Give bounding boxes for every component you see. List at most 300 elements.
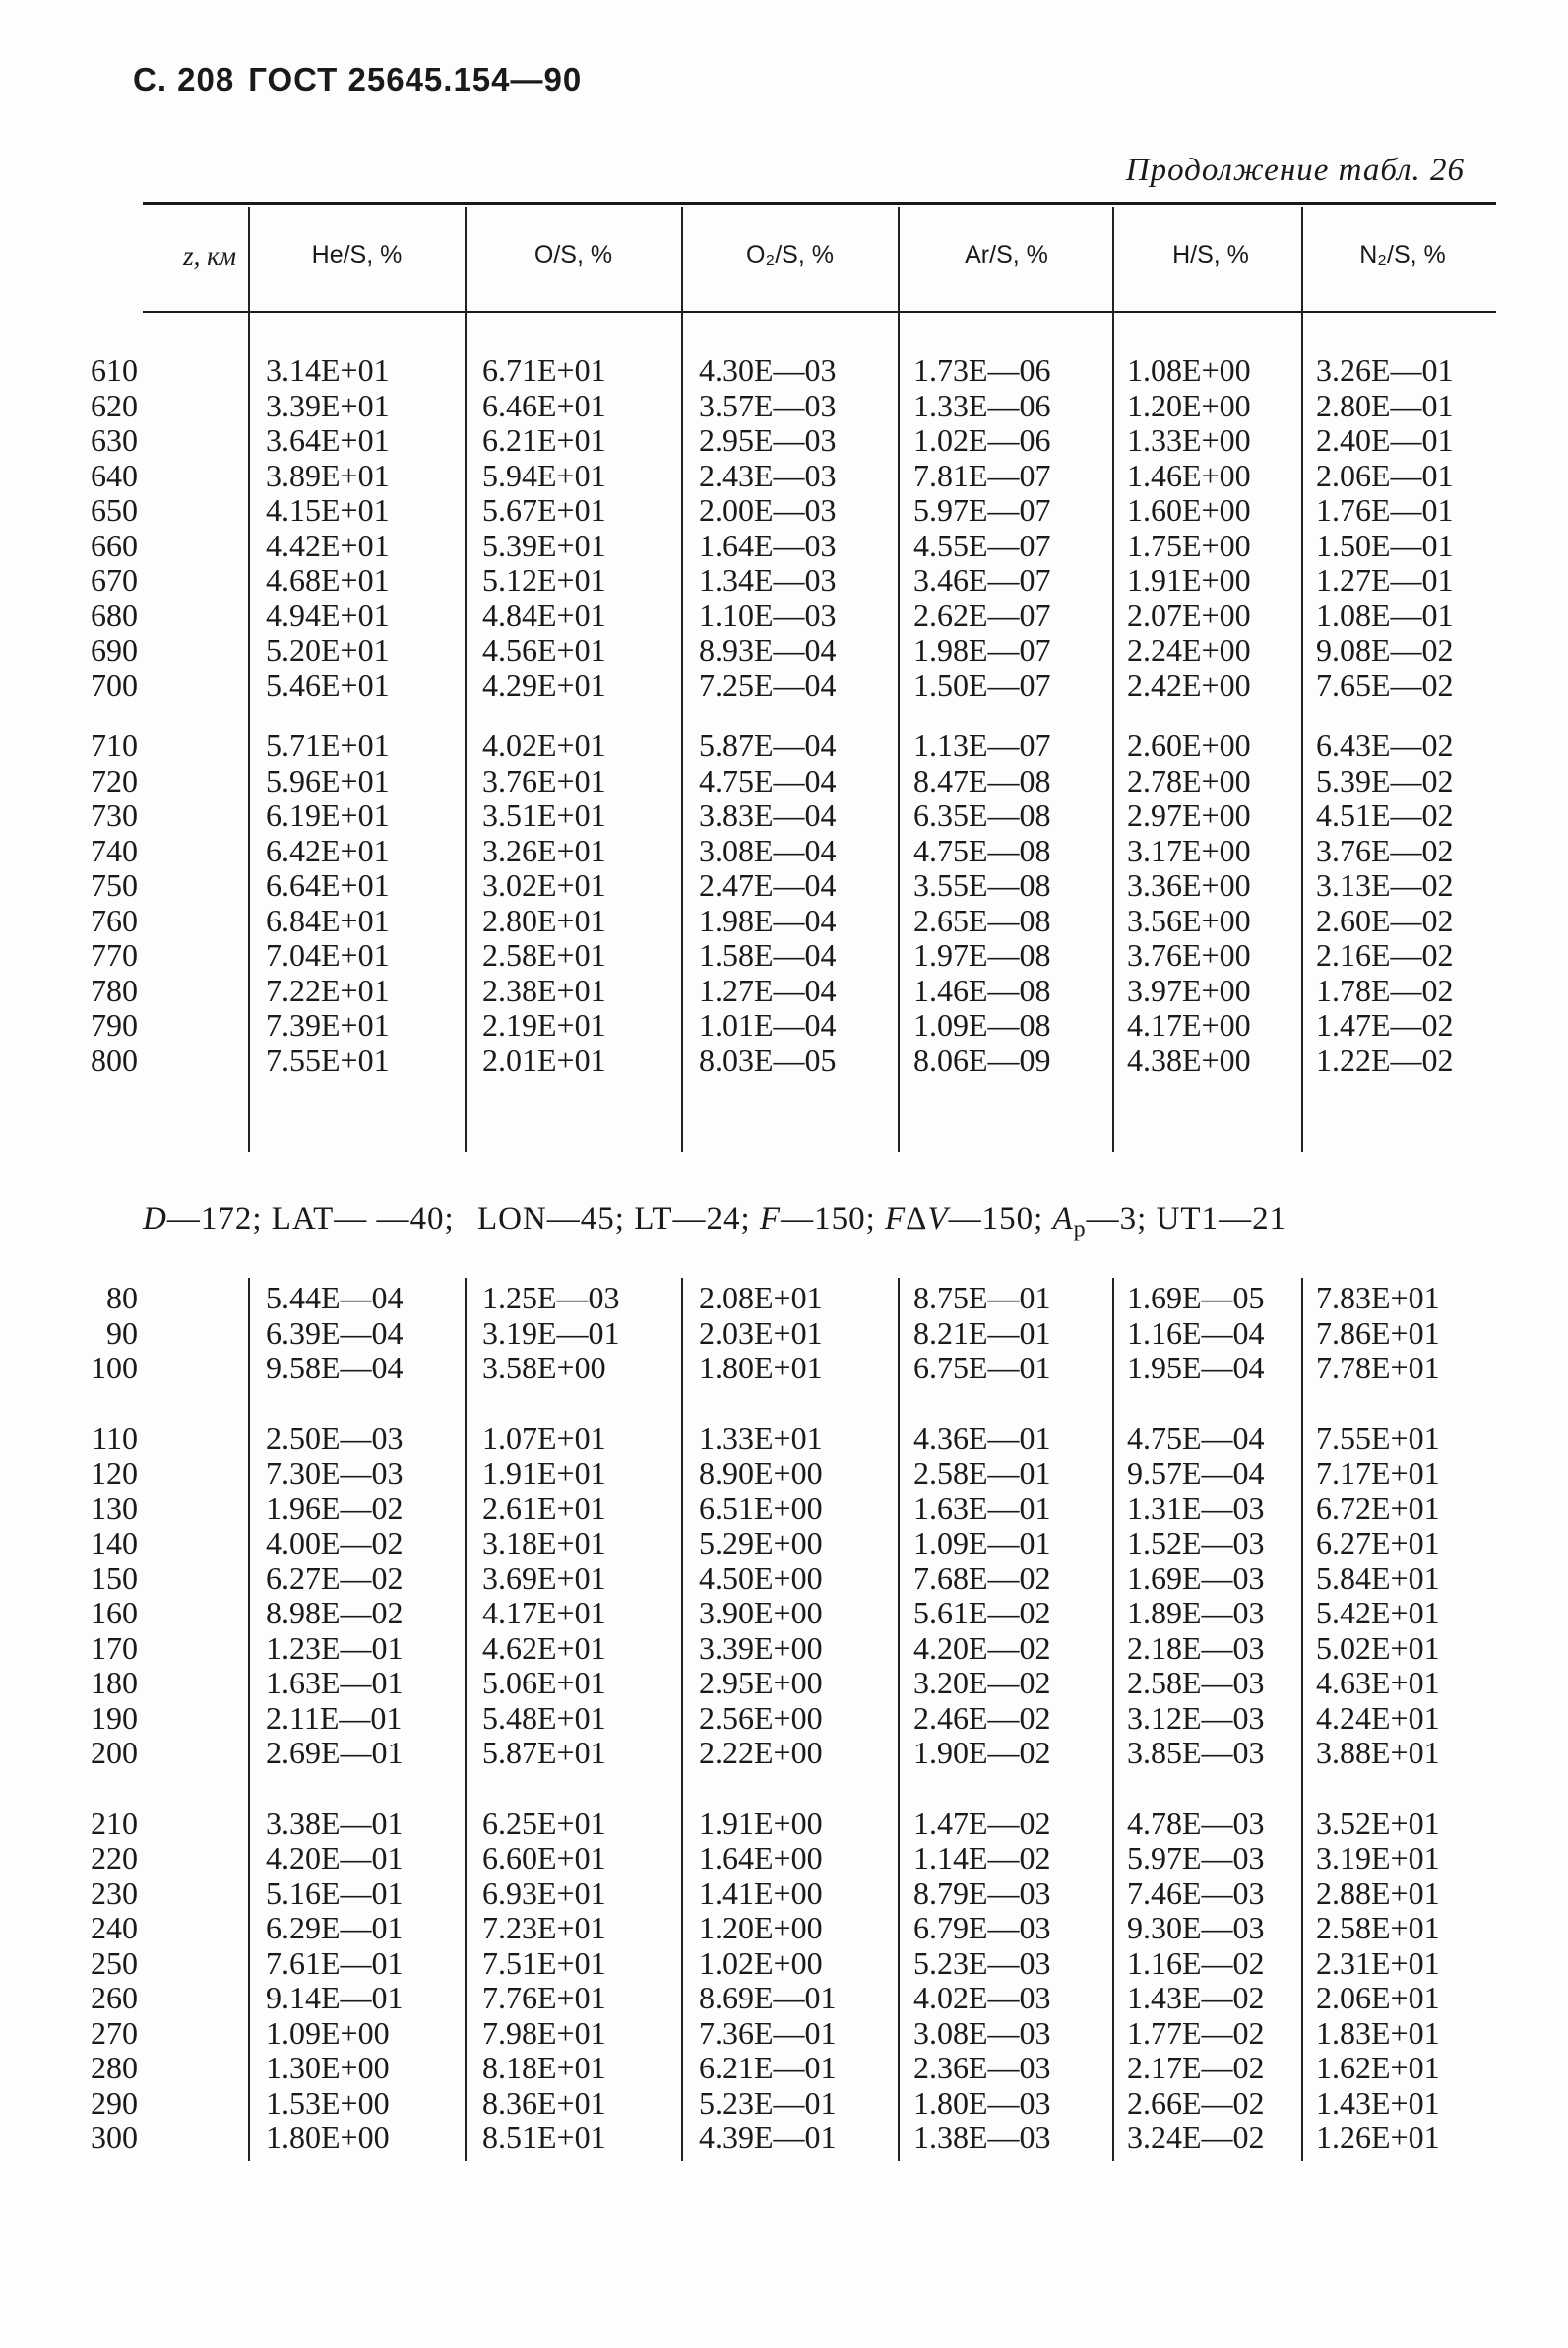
cell-he: 4.68E+01 <box>266 562 390 598</box>
cell-n2: 2.06E—01 <box>1316 457 1454 493</box>
cell-ar: 2.62E—07 <box>913 597 1051 633</box>
cell-o2: 2.43E—03 <box>699 457 837 493</box>
cell-ar: 3.55E—08 <box>913 867 1051 903</box>
cell-ar: 5.23E—03 <box>913 1944 1051 1981</box>
cell-n2: 6.72E+01 <box>1316 1490 1440 1526</box>
cell-he: 1.96E—02 <box>266 1490 404 1526</box>
cell-he: 4.94E+01 <box>266 597 390 633</box>
cell-n2: 2.16E—02 <box>1316 937 1454 973</box>
cell-h: 3.85E—03 <box>1127 1735 1265 1770</box>
cell-altitude: 710 <box>91 728 138 763</box>
cell-o: 5.94E+01 <box>482 457 606 493</box>
cell-h: 3.12E—03 <box>1127 1699 1265 1736</box>
cell-altitude: 170 <box>91 1629 138 1666</box>
cell-n2: 7.83E+01 <box>1316 1280 1440 1315</box>
cell-h: 3.36E+00 <box>1127 867 1251 903</box>
cell-he: 6.42E+01 <box>266 832 390 868</box>
cell-altitude: 300 <box>91 2120 138 2155</box>
cell-altitude: 150 <box>91 1559 138 1596</box>
cell-n2: 5.42E+01 <box>1316 1595 1440 1630</box>
cell-altitude: 790 <box>91 1007 138 1043</box>
column-divider <box>248 1278 250 2161</box>
cell-he: 6.39E—04 <box>266 1314 404 1351</box>
cell-h: 5.97E—03 <box>1127 1840 1265 1875</box>
cell-he: 1.23E—01 <box>266 1629 404 1666</box>
cell-he: 6.64E+01 <box>266 867 390 903</box>
column-divider <box>465 207 467 1152</box>
cell-ar: 1.02E—06 <box>913 422 1051 458</box>
column-divider <box>681 207 683 1152</box>
cell-h: 4.75E—04 <box>1127 1420 1265 1456</box>
cell-n2: 7.55E+01 <box>1316 1420 1440 1456</box>
cell-altitude: 650 <box>91 492 138 528</box>
cell-he: 2.50E—03 <box>266 1420 404 1456</box>
cell-n2: 9.08E—02 <box>1316 632 1454 667</box>
cell-o2: 3.39E+00 <box>699 1629 823 1666</box>
cell-n2: 7.78E+01 <box>1316 1350 1440 1385</box>
cell-altitude: 750 <box>91 867 138 903</box>
cell-ar: 1.14E—02 <box>913 1840 1051 1875</box>
cell-o: 3.58E+00 <box>482 1350 606 1385</box>
cond-lat: LAT— —40; <box>271 1201 455 1237</box>
cell-ar: 2.36E—03 <box>913 2050 1051 2085</box>
cell-o2: 2.95E—03 <box>699 422 837 458</box>
cell-ar: 2.58E—01 <box>913 1455 1051 1491</box>
cell-ar: 8.75E—01 <box>913 1280 1051 1315</box>
cell-altitude: 700 <box>91 666 138 703</box>
column-divider <box>898 1278 900 2161</box>
cell-altitude: 620 <box>91 387 138 423</box>
cell-o2: 7.36E—01 <box>699 2014 837 2051</box>
cell-n2: 3.76E—02 <box>1316 832 1454 868</box>
cell-ar: 6.35E—08 <box>913 797 1051 833</box>
table-continuation-label: Продолжение табл. 26 <box>1125 153 1465 188</box>
cell-h: 1.33E+00 <box>1127 422 1251 458</box>
cell-n2: 3.52E+01 <box>1316 1805 1440 1841</box>
cell-ar: 7.81E—07 <box>913 457 1051 493</box>
cell-he: 5.16E—01 <box>266 1874 404 1911</box>
cell-n2: 5.84E+01 <box>1316 1559 1440 1596</box>
cell-o2: 2.47E—04 <box>699 867 837 903</box>
cell-altitude: 800 <box>91 1042 138 1078</box>
table-header-rule <box>143 311 1496 313</box>
cell-n2: 3.19E+01 <box>1316 1840 1440 1875</box>
cell-ar: 1.47E—02 <box>913 1805 1051 1841</box>
cell-o2: 5.23E—01 <box>699 2084 837 2121</box>
cell-o2: 2.95E+00 <box>699 1665 823 1700</box>
cell-altitude: 230 <box>91 1874 138 1911</box>
cell-h: 1.69E—03 <box>1127 1559 1265 1596</box>
cell-ar: 1.13E—07 <box>913 728 1051 763</box>
cell-altitude: 240 <box>91 1910 138 1945</box>
cell-o: 4.62E+01 <box>482 1629 606 1666</box>
cell-o: 3.26E+01 <box>482 832 606 868</box>
cell-ar: 8.06E—09 <box>913 1042 1051 1078</box>
cell-altitude: 190 <box>91 1699 138 1736</box>
column-header-h: H/S, % <box>1172 241 1249 269</box>
cell-altitude: 160 <box>91 1595 138 1630</box>
cell-h: 2.78E+00 <box>1127 762 1251 798</box>
cell-he: 3.39E+01 <box>266 387 390 423</box>
cell-he: 6.27E—02 <box>266 1559 404 1596</box>
cell-h: 7.46E—03 <box>1127 1874 1265 1911</box>
cell-n2: 2.88E+01 <box>1316 1874 1440 1911</box>
cell-altitude: 130 <box>91 1490 138 1526</box>
cell-o: 3.18E+01 <box>482 1525 606 1560</box>
cond-f: —150; <box>781 1201 876 1237</box>
cell-n2: 6.27E+01 <box>1316 1525 1440 1560</box>
cell-he: 6.29E—01 <box>266 1910 404 1945</box>
cell-o2: 8.69E—01 <box>699 1980 837 2015</box>
cell-o: 7.98E+01 <box>482 2014 606 2051</box>
cell-he: 2.69E—01 <box>266 1735 404 1770</box>
cell-he: 1.53E+00 <box>266 2084 390 2121</box>
cell-o2: 4.30E—03 <box>699 352 837 388</box>
cell-ar: 4.20E—02 <box>913 1629 1051 1666</box>
cell-n2: 5.02E+01 <box>1316 1629 1440 1666</box>
column-header-o2: O₂/S, % <box>746 241 834 269</box>
cell-h: 4.38E+00 <box>1127 1042 1251 1078</box>
cell-o: 2.38E+01 <box>482 972 606 1008</box>
cell-o2: 5.87E—04 <box>699 728 837 763</box>
cell-ar: 5.97E—07 <box>913 492 1051 528</box>
cell-n2: 7.17E+01 <box>1316 1455 1440 1491</box>
cell-altitude: 100 <box>91 1350 138 1385</box>
column-divider <box>465 1278 467 2161</box>
cell-h: 2.42E+00 <box>1127 666 1251 703</box>
cell-he: 7.30E—03 <box>266 1455 404 1491</box>
cell-he: 7.22E+01 <box>266 972 390 1008</box>
cell-ar: 8.79E—03 <box>913 1874 1051 1911</box>
cell-he: 4.42E+01 <box>266 527 390 563</box>
cell-n2: 3.13E—02 <box>1316 867 1454 903</box>
cell-n2: 1.43E+01 <box>1316 2084 1440 2121</box>
cell-n2: 2.40E—01 <box>1316 422 1454 458</box>
cell-n2: 1.47E—02 <box>1316 1007 1454 1043</box>
cell-h: 1.08E+00 <box>1127 352 1251 388</box>
cell-h: 4.17E+00 <box>1127 1007 1251 1043</box>
cell-altitude: 110 <box>92 1420 138 1456</box>
cell-altitude: 690 <box>91 632 138 667</box>
cell-ar: 4.75E—08 <box>913 832 1051 868</box>
cell-ar: 1.97E—08 <box>913 937 1051 973</box>
cell-ar: 1.09E—01 <box>913 1525 1051 1560</box>
cell-o: 8.18E+01 <box>482 2050 606 2085</box>
cell-h: 1.52E—03 <box>1127 1525 1265 1560</box>
cell-altitude: 780 <box>91 972 138 1008</box>
column-header-n2: N₂/S, % <box>1359 241 1446 269</box>
cell-o: 4.29E+01 <box>482 666 606 703</box>
cell-o2: 7.25E—04 <box>699 666 837 703</box>
cell-h: 1.31E—03 <box>1127 1490 1265 1526</box>
cell-he: 6.19E+01 <box>266 797 390 833</box>
cell-altitude: 210 <box>91 1805 138 1841</box>
cell-o: 3.76E+01 <box>482 762 606 798</box>
cell-ar: 2.65E—08 <box>913 902 1051 938</box>
cell-he: 5.71E+01 <box>266 728 390 763</box>
cell-o: 2.58E+01 <box>482 937 606 973</box>
cell-o: 4.56E+01 <box>482 632 606 667</box>
page-header <box>133 61 596 98</box>
cell-he: 3.64E+01 <box>266 422 390 458</box>
cell-altitude: 630 <box>91 422 138 458</box>
cell-ar: 6.75E—01 <box>913 1350 1051 1385</box>
cell-altitude: 680 <box>91 597 138 633</box>
cell-he: 3.14E+01 <box>266 352 390 388</box>
cell-altitude: 280 <box>91 2050 138 2085</box>
cell-o: 8.51E+01 <box>482 2120 606 2155</box>
cell-o2: 8.93E—04 <box>699 632 837 667</box>
cell-n2: 5.39E—02 <box>1316 762 1454 798</box>
cell-ar: 1.98E—07 <box>913 632 1051 667</box>
cell-h: 1.16E—02 <box>1127 1944 1265 1981</box>
cond-fdv: —150; <box>948 1201 1044 1237</box>
cell-he: 9.58E—04 <box>266 1350 404 1385</box>
column-header-he: He/S, % <box>311 241 403 269</box>
cell-ar: 4.36E—01 <box>913 1420 1051 1456</box>
cell-o2: 1.98E—04 <box>699 902 837 938</box>
cell-altitude: 270 <box>91 2014 138 2051</box>
cell-h: 1.20E+00 <box>1127 387 1251 423</box>
cell-n2: 2.80E—01 <box>1316 387 1454 423</box>
cell-o2: 1.33E+01 <box>699 1420 823 1456</box>
cell-o2: 2.03E+01 <box>699 1314 823 1351</box>
cell-ar: 4.55E—07 <box>913 527 1051 563</box>
cell-altitude: 90 <box>106 1314 138 1351</box>
column-divider <box>248 207 250 1152</box>
cond-lt: LT—24; <box>634 1201 751 1237</box>
cell-o: 6.93E+01 <box>482 1874 606 1911</box>
cell-h: 9.57E—04 <box>1127 1455 1265 1491</box>
cell-n2: 3.88E+01 <box>1316 1735 1440 1770</box>
cell-h: 3.76E+00 <box>1127 937 1251 973</box>
cell-o: 8.36E+01 <box>482 2084 606 2121</box>
cell-n2: 2.31E+01 <box>1316 1944 1440 1981</box>
cell-he: 4.15E+01 <box>266 492 390 528</box>
cell-h: 2.18E—03 <box>1127 1629 1265 1666</box>
cell-h: 3.17E+00 <box>1127 832 1251 868</box>
cell-ar: 1.38E—03 <box>913 2120 1051 2155</box>
cell-ar: 3.20E—02 <box>913 1665 1051 1700</box>
cell-ar: 1.33E—06 <box>913 387 1051 423</box>
cell-n2: 2.06E+01 <box>1316 1980 1440 2015</box>
cell-altitude: 670 <box>91 562 138 598</box>
cell-o2: 1.02E+00 <box>699 1944 823 1981</box>
cell-n2: 7.86E+01 <box>1316 1314 1440 1351</box>
cell-ar: 1.50E—07 <box>913 666 1051 703</box>
cell-o2: 4.50E+00 <box>699 1559 823 1596</box>
cell-n2: 1.62E+01 <box>1316 2050 1440 2085</box>
cell-o: 5.39E+01 <box>482 527 606 563</box>
cell-o2: 2.22E+00 <box>699 1735 823 1770</box>
cell-o2: 8.90E+00 <box>699 1455 823 1491</box>
cell-h: 2.60E+00 <box>1127 728 1251 763</box>
cell-he: 8.98E—02 <box>266 1595 404 1630</box>
cell-h: 1.91E+00 <box>1127 562 1251 598</box>
cell-he: 2.11E—01 <box>266 1699 403 1736</box>
cell-o: 5.48E+01 <box>482 1699 606 1736</box>
cell-o2: 3.57E—03 <box>699 387 837 423</box>
cell-altitude: 660 <box>91 527 138 563</box>
cell-o: 4.17E+01 <box>482 1595 606 1630</box>
column-divider <box>681 1278 683 2161</box>
cell-ar: 8.47E—08 <box>913 762 1051 798</box>
cell-h: 2.58E—03 <box>1127 1665 1265 1700</box>
cell-h: 1.75E+00 <box>1127 527 1251 563</box>
cell-o2: 1.80E+01 <box>699 1350 823 1385</box>
cell-ar: 2.46E—02 <box>913 1699 1051 1736</box>
cell-o2: 2.56E+00 <box>699 1699 823 1736</box>
cell-altitude: 250 <box>91 1944 138 1981</box>
cell-o2: 5.29E+00 <box>699 1525 823 1560</box>
cell-ar: 1.73E—06 <box>913 352 1051 388</box>
cell-o2: 8.03E—05 <box>699 1042 837 1078</box>
cell-he: 6.84E+01 <box>266 902 390 938</box>
cell-n2: 4.24E+01 <box>1316 1699 1440 1736</box>
cell-o: 2.01E+01 <box>482 1042 606 1078</box>
cell-o: 2.80E+01 <box>482 902 606 938</box>
cell-n2: 1.83E+01 <box>1316 2014 1440 2051</box>
cell-ar: 5.61E—02 <box>913 1595 1051 1630</box>
cell-ar: 8.21E—01 <box>913 1314 1051 1351</box>
cell-he: 4.00E—02 <box>266 1525 404 1560</box>
cell-n2: 2.60E—02 <box>1316 902 1454 938</box>
cell-n2: 1.78E—02 <box>1316 972 1454 1008</box>
cell-o2: 2.00E—03 <box>699 492 837 528</box>
cell-altitude: 220 <box>91 1840 138 1875</box>
page-number: С. 208 <box>133 61 235 97</box>
cell-o2: 1.41E+00 <box>699 1874 823 1911</box>
cell-n2: 7.65E—02 <box>1316 666 1454 703</box>
cell-o2: 1.20E+00 <box>699 1910 823 1945</box>
cell-h: 1.77E—02 <box>1127 2014 1265 2051</box>
cell-o: 6.21E+01 <box>482 422 606 458</box>
cell-ar: 4.02E—03 <box>913 1980 1051 2015</box>
column-header-altitude: z, км <box>183 241 236 271</box>
cell-ar: 3.08E—03 <box>913 2014 1051 2051</box>
cell-n2: 4.51E—02 <box>1316 797 1454 833</box>
cell-he: 7.55E+01 <box>266 1042 390 1078</box>
cell-o2: 3.90E+00 <box>699 1595 823 1630</box>
column-divider <box>898 207 900 1152</box>
cell-altitude: 140 <box>91 1525 138 1560</box>
cell-o: 7.23E+01 <box>482 1910 606 1945</box>
cell-h: 3.24E—02 <box>1127 2120 1265 2155</box>
cell-he: 1.63E—01 <box>266 1665 404 1700</box>
cell-he: 5.20E+01 <box>266 632 390 667</box>
cell-n2: 2.58E+01 <box>1316 1910 1440 1945</box>
cell-he: 9.14E—01 <box>266 1980 404 2015</box>
cell-h: 2.17E—02 <box>1127 2050 1265 2085</box>
cell-he: 1.30E+00 <box>266 2050 390 2085</box>
cell-o: 3.02E+01 <box>482 867 606 903</box>
cell-o2: 1.64E+00 <box>699 1840 823 1875</box>
cell-o2: 1.01E—04 <box>699 1007 837 1043</box>
cell-ar: 7.68E—02 <box>913 1559 1051 1596</box>
cell-o2: 2.08E+01 <box>699 1280 823 1315</box>
cell-h: 9.30E—03 <box>1127 1910 1265 1945</box>
cell-o2: 4.39E—01 <box>699 2120 837 2155</box>
standard-code: ГОСТ 25645.154—90 <box>248 61 583 97</box>
cell-o: 3.69E+01 <box>482 1559 606 1596</box>
cell-h: 1.89E—03 <box>1127 1595 1265 1630</box>
column-divider <box>1112 1278 1114 2161</box>
cell-he: 7.61E—01 <box>266 1944 404 1981</box>
cell-h: 2.07E+00 <box>1127 597 1251 633</box>
cell-he: 5.46E+01 <box>266 666 390 703</box>
cell-h: 1.95E—04 <box>1127 1350 1265 1385</box>
cell-ar: 6.79E—03 <box>913 1910 1051 1945</box>
cell-n2: 3.26E—01 <box>1316 352 1454 388</box>
cell-o: 6.46E+01 <box>482 387 606 423</box>
cell-ar: 1.63E—01 <box>913 1490 1051 1526</box>
cell-he: 5.44E—04 <box>266 1280 404 1315</box>
cell-altitude: 740 <box>91 832 138 868</box>
cell-o2: 1.34E—03 <box>699 562 837 598</box>
cell-o: 5.87E+01 <box>482 1735 606 1770</box>
cell-altitude: 760 <box>91 902 138 938</box>
cell-o: 2.19E+01 <box>482 1007 606 1043</box>
cell-o2: 6.51E+00 <box>699 1490 823 1526</box>
cell-o2: 1.10E—03 <box>699 597 837 633</box>
cell-n2: 1.27E—01 <box>1316 562 1454 598</box>
cell-h: 1.60E+00 <box>1127 492 1251 528</box>
column-divider <box>1301 1278 1303 2161</box>
cell-o2: 1.64E—03 <box>699 527 837 563</box>
cell-o: 6.60E+01 <box>482 1840 606 1875</box>
column-divider <box>1112 207 1114 1152</box>
cell-o: 1.07E+01 <box>482 1420 606 1456</box>
cell-n2: 1.08E—01 <box>1316 597 1454 633</box>
cell-n2: 1.22E—02 <box>1316 1042 1454 1078</box>
cell-h: 3.97E+00 <box>1127 972 1251 1008</box>
cell-o: 5.06E+01 <box>482 1665 606 1700</box>
column-header-o: O/S, % <box>533 241 613 269</box>
cell-altitude: 770 <box>91 937 138 973</box>
cell-ar: 1.90E—02 <box>913 1735 1051 1770</box>
cell-h: 2.24E+00 <box>1127 632 1251 667</box>
cell-o: 5.12E+01 <box>482 562 606 598</box>
cell-o: 4.02E+01 <box>482 728 606 763</box>
column-divider <box>1301 207 1303 1152</box>
cell-altitude: 720 <box>91 762 138 798</box>
cell-he: 1.80E+00 <box>266 2120 390 2155</box>
cell-he: 1.09E+00 <box>266 2014 390 2051</box>
cell-ar: 1.80E—03 <box>913 2084 1051 2121</box>
conditions-line: D—172; LAT— —40; LON—45; LT—24; F—150; FΔV—150; $A_p—3$; UT1—21 <box>143 1201 1287 1242</box>
cell-ar: 1.46E—08 <box>913 972 1051 1008</box>
cell-altitude: 200 <box>91 1735 138 1770</box>
cell-o: 6.71E+01 <box>482 352 606 388</box>
cell-o2: 4.75E—04 <box>699 762 837 798</box>
cell-h: 4.78E—03 <box>1127 1805 1265 1841</box>
cell-he: 7.39E+01 <box>266 1007 390 1043</box>
cell-n2: 6.43E—02 <box>1316 728 1454 763</box>
cell-h: 1.16E—04 <box>1127 1314 1265 1351</box>
cell-h: 2.97E+00 <box>1127 797 1251 833</box>
cell-o: 3.19E—01 <box>482 1314 620 1351</box>
cell-o: 5.67E+01 <box>482 492 606 528</box>
cell-o: 1.91E+01 <box>482 1455 606 1491</box>
cell-h: 2.66E—02 <box>1127 2084 1265 2121</box>
cell-o2: 1.91E+00 <box>699 1805 823 1841</box>
cond-d: —172; <box>166 1201 263 1237</box>
cell-o: 3.51E+01 <box>482 797 606 833</box>
cell-h: 1.46E+00 <box>1127 457 1251 493</box>
cell-h: 1.43E—02 <box>1127 1980 1265 2015</box>
cell-ar: 1.09E—08 <box>913 1007 1051 1043</box>
cell-altitude: 730 <box>91 797 138 833</box>
